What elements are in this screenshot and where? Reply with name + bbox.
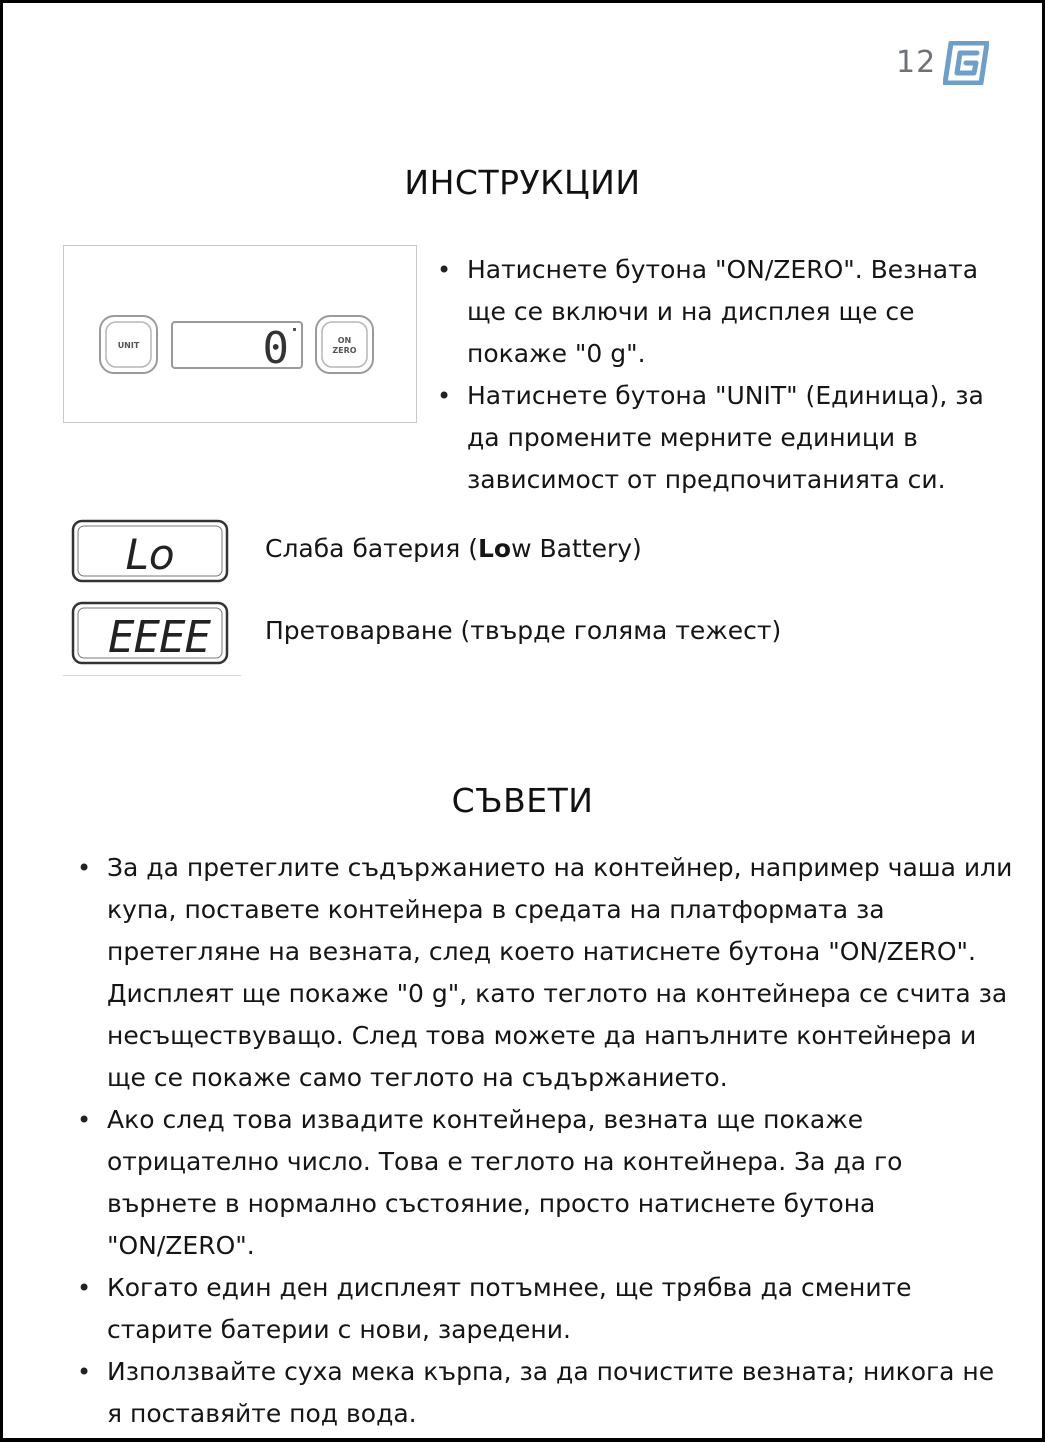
scale-lcd-value: 0 (262, 323, 289, 374)
on-zero-button-illustration (316, 316, 373, 373)
brand-logo-icon (943, 41, 989, 85)
scale-lcd-display (172, 322, 302, 374)
divider (63, 675, 241, 676)
scale-control-panel-figure (63, 245, 417, 423)
list-item: • Използвайте суха мека кърпа, за да почистите везната; никога не я поставяйте под вода. (67, 1351, 1017, 1435)
on-zero-button-text-line1: ON (337, 336, 352, 345)
list-item: • Когато един ден дисплеят потъмнее, ще трябва да смените старите батерии с нови, заредени. (67, 1267, 1017, 1351)
list-item: • Натиснете бутона "UNIT" (Единица), за да промените мерните единици в зависимост от предпочитанията си. (427, 375, 997, 501)
page-number: 12 (896, 45, 937, 80)
low-battery-display-text: Lo (125, 530, 175, 579)
low-battery-display (71, 519, 229, 583)
list-item: • Натиснете бутона "ON/ZERO". Везната ще се включи и на дисплея ще се покаже "0 g". (427, 249, 997, 375)
list-item: • За да претеглите съдържанието на контейнер, например чаша или купа, поставете контейнера в средата на платформата за претегляне на везната, след което натиснете бутона "ON/ZERO". Дисплеят ще покаже "0 g", като теглото на контейнера се счита за несъществуващо. След това можете да напълните контейнера и ще се покаже само теглото на съдържанието. (67, 847, 1017, 1099)
tips-list (67, 847, 1017, 1435)
overload-display-text: EEEE (108, 612, 210, 663)
list-item: • Ако след това извадите контейнера, везната ще покаже отрицателно число. Това е теглото на контейнера. За да го върнете в нормално състояние, просто натиснете бутона "ON/ZERO". (67, 1099, 1017, 1267)
instructions-list (427, 249, 997, 501)
instructions-heading: ИНСТРУКЦИИ (404, 163, 641, 203)
unit-button-illustration (100, 316, 157, 373)
on-zero-button-text-line2: ZERO (332, 346, 357, 355)
overload-display (71, 601, 229, 665)
overload-label: Претоварване (твърде голяма тежест) (265, 616, 782, 645)
low-battery-label: Слаба батерия (Low Battery) (265, 534, 642, 563)
unit-button-text: UNIT (117, 341, 140, 350)
tips-heading: СЪВЕТИ (451, 781, 594, 821)
